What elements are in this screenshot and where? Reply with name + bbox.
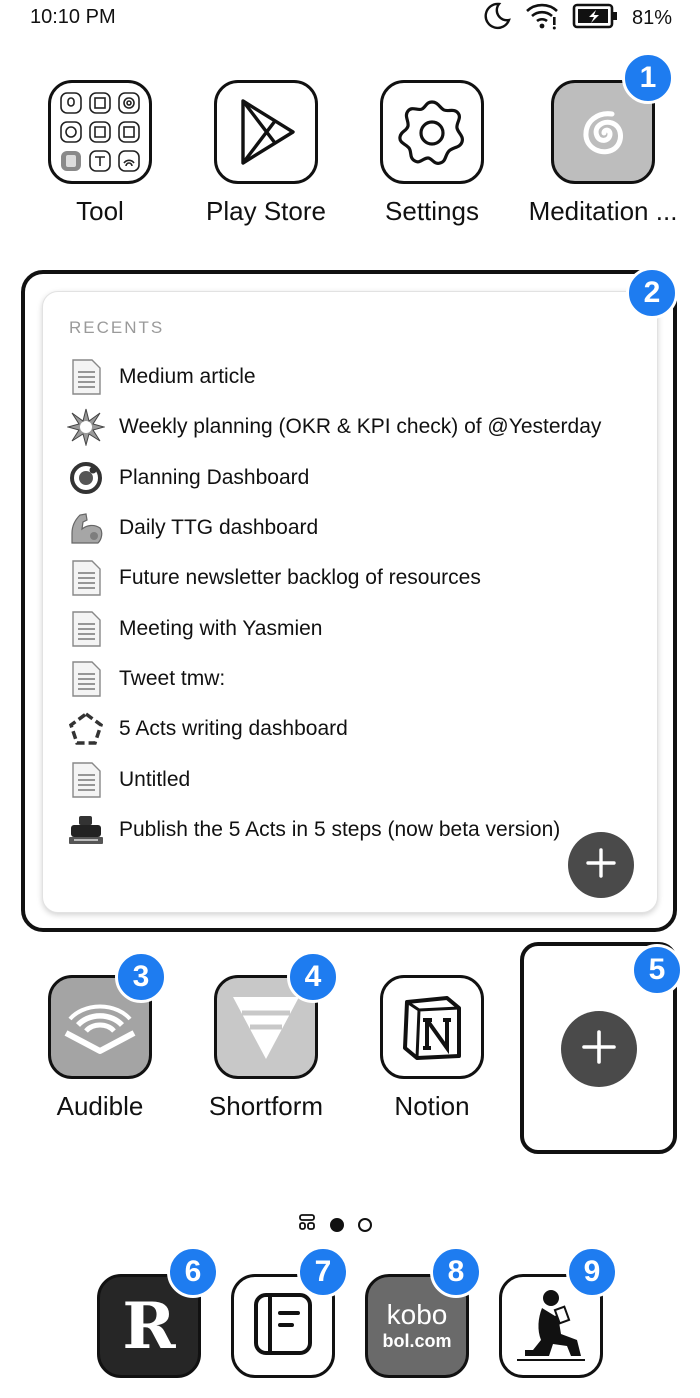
target-icon <box>67 459 105 497</box>
app-play-store[interactable] <box>191 80 341 227</box>
burst-icon <box>67 408 105 446</box>
callout-badge-3: 3 <box>115 951 167 1003</box>
recent-item-label: Publish the 5 Acts in 5 steps (now beta version) <box>119 817 561 841</box>
callout-badge-5: 5 <box>631 944 683 996</box>
plus-icon <box>582 1030 616 1069</box>
list-item[interactable] <box>67 503 647 553</box>
document-icon <box>67 761 105 799</box>
add-recent-button[interactable] <box>568 832 634 898</box>
callout-badge-7: 7 <box>297 1246 349 1298</box>
app-label: Audible <box>56 1091 144 1121</box>
wifi-icon <box>524 1 560 36</box>
callout-badge-2: 2 <box>626 267 678 319</box>
list-item[interactable] <box>67 453 647 503</box>
list-item[interactable] <box>67 704 647 754</box>
callout-badge-9: 9 <box>566 1246 618 1298</box>
callout-badge-6: 6 <box>167 1246 219 1298</box>
battery-percent: 81% <box>631 6 672 29</box>
notebook-icon <box>252 1291 314 1362</box>
recent-item-label: Medium article <box>119 365 256 389</box>
app-label: Tool <box>76 196 124 226</box>
app-label: Shortform <box>208 1091 324 1121</box>
recent-item-label: Daily TTG dashboard <box>119 516 319 540</box>
page-dot[interactable] <box>358 1218 372 1232</box>
plus-icon <box>586 848 616 883</box>
app-label: Meditation ... <box>528 196 678 226</box>
list-item[interactable] <box>67 805 647 855</box>
list-item[interactable] <box>67 402 647 452</box>
document-icon <box>67 358 105 396</box>
app-settings[interactable] <box>357 80 507 227</box>
app-meditation[interactable] <box>523 80 683 227</box>
kobo-logo: kobo <box>386 1299 448 1330</box>
recent-item-label: Meeting with Yasmien <box>119 616 323 640</box>
page-dot-current[interactable] <box>330 1218 344 1232</box>
recents-list <box>67 352 647 855</box>
document-icon <box>67 610 105 648</box>
document-icon <box>67 660 105 698</box>
status-icons <box>482 2 672 34</box>
callout-badge-1: 1 <box>622 52 674 104</box>
widgets-page-icon[interactable] <box>298 1213 316 1236</box>
callout-badge-8: 8 <box>430 1246 482 1298</box>
callout-badge-4: 4 <box>287 951 339 1003</box>
add-widget-button[interactable] <box>561 1011 637 1087</box>
flexed-arm-icon <box>67 509 105 547</box>
app-tool[interactable] <box>25 80 175 227</box>
recent-item-label: 5 Acts writing dashboard <box>119 717 348 741</box>
app-notion[interactable] <box>357 975 507 1122</box>
list-item[interactable] <box>67 654 647 704</box>
app-label: Notion <box>394 1091 470 1121</box>
kindle-reader-icon <box>511 1284 591 1369</box>
tool-grid-icon <box>48 80 152 184</box>
app-label: Play Store <box>206 196 326 226</box>
recents-widget <box>21 270 677 932</box>
gear-icon <box>380 80 484 184</box>
recent-item-label: Planning Dashboard <box>119 465 310 489</box>
bol-com-logo: bol.com <box>382 1331 452 1351</box>
list-item[interactable] <box>67 553 647 603</box>
recent-item-label: Future newsletter backlog of resources <box>119 566 481 590</box>
document-icon <box>67 559 105 597</box>
recent-item-label: Tweet tmw: <box>119 666 226 690</box>
page-indicator <box>298 1213 372 1236</box>
battery-charging-icon <box>572 2 618 35</box>
recent-item-label: Weekly planning (OKR & KPI check) of @Yesterday <box>119 415 602 439</box>
status-time: 10:10 PM <box>30 6 116 28</box>
pentagon-icon <box>67 710 105 748</box>
play-store-icon <box>214 80 318 184</box>
printing-press-icon <box>67 811 105 849</box>
recents-card <box>42 291 658 913</box>
list-item[interactable] <box>67 352 647 402</box>
reader-r-icon: R <box>122 1288 176 1364</box>
recents-title: RECENTS <box>69 318 165 337</box>
status-bar <box>0 0 700 36</box>
recent-item-label: Untitled <box>119 767 191 791</box>
list-item[interactable] <box>67 754 647 804</box>
notion-icon <box>380 975 484 1079</box>
app-label: Settings <box>385 196 479 226</box>
moon-icon <box>482 1 512 36</box>
list-item[interactable] <box>67 603 647 653</box>
